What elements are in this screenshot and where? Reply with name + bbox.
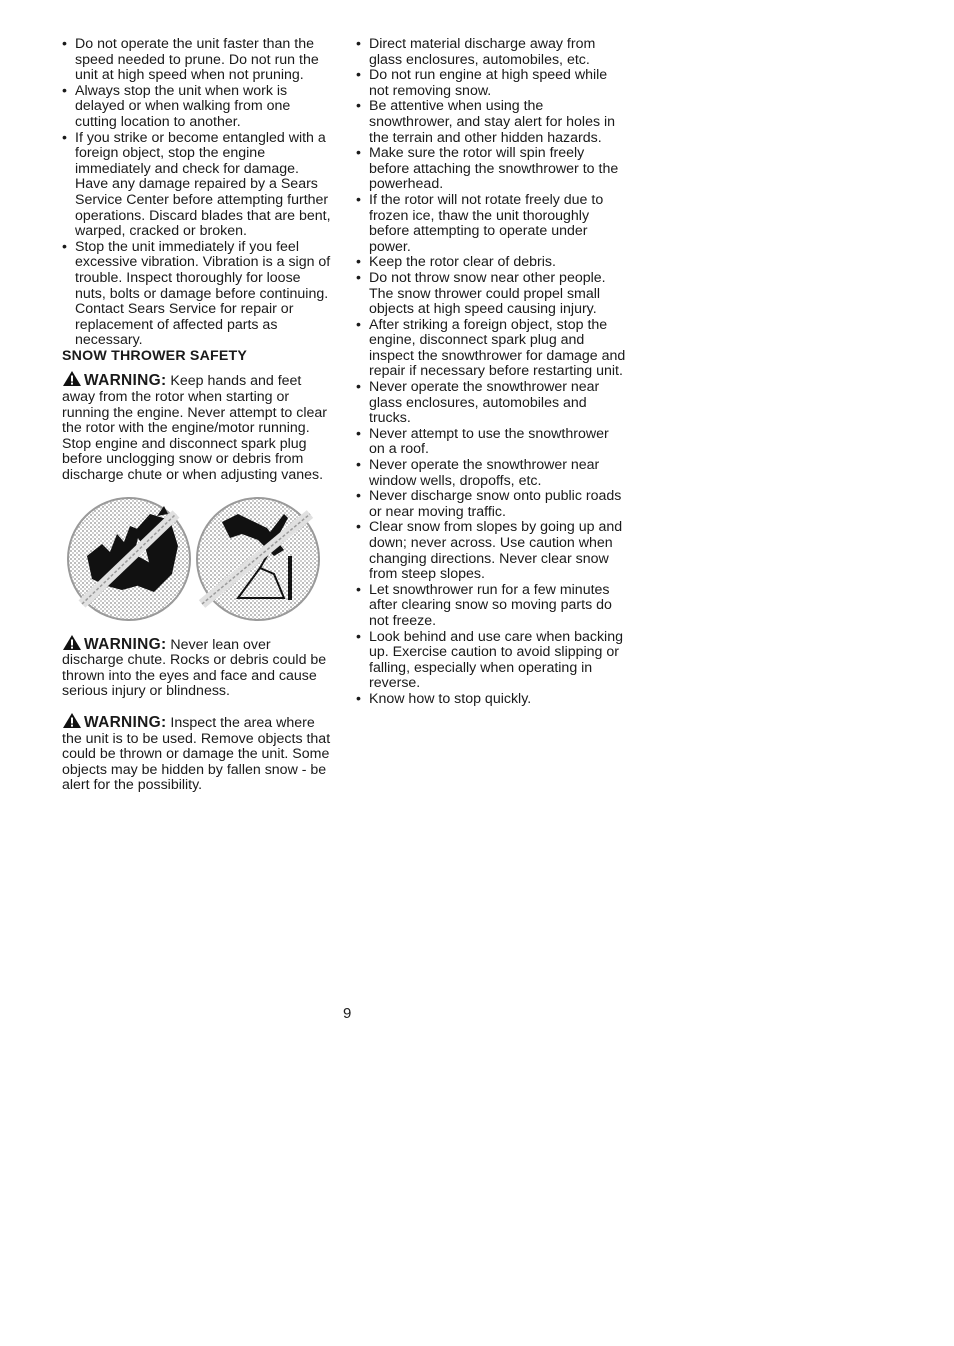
list-item-text: Never operate the snowthrower near window wells, dropoffs, etc. bbox=[369, 457, 600, 489]
list-item bbox=[62, 37, 332, 84]
bullet-dot: • bbox=[356, 425, 361, 442]
bullet-dot: • bbox=[356, 269, 361, 286]
left-column bbox=[62, 37, 332, 794]
list-item bbox=[356, 458, 628, 489]
list-item bbox=[356, 68, 628, 99]
list-item bbox=[62, 84, 332, 131]
warning-triangle-icon bbox=[62, 712, 82, 729]
bullet-dot: • bbox=[356, 145, 361, 162]
bullet-dot: • bbox=[62, 36, 67, 52]
bullet-dot: • bbox=[356, 254, 361, 271]
right-bullet-list bbox=[356, 37, 628, 708]
warning-label: WARNING: bbox=[84, 714, 167, 731]
list-item bbox=[356, 630, 628, 692]
list-item bbox=[356, 99, 628, 146]
list-item-text: Stop the unit immediately if you feel excessive vibration. Vibration is a sign of trouble. Inspect thoroughly for loose nuts, bolts or damage before continuing. Contact Sears Service for repair or replacement of affected parts as necessary. bbox=[75, 238, 331, 349]
snow-thrower-safety-heading: SNOW THROWER SAFETY bbox=[62, 347, 248, 364]
bullet-dot: • bbox=[356, 191, 361, 208]
warning-text: Keep hands and feet away from the rotor when starting or running the engine. Never attempt to clear the rotor with the engine/motor running. Stop engine and disconnect spark plug before unclogging snow or debris from discharge chute or when adjusting vanes. bbox=[62, 373, 327, 484]
warning-text: Inspect the area where the unit is to be used. Remove objects that could be thrown or damage the unit. Some objects may be hidden by fallen snow - be alert for the possibility. bbox=[62, 715, 331, 794]
left-bullet-list bbox=[62, 37, 332, 349]
list-item-text: Let snowthrower run for a few minutes after clearing snow so moving parts do not freeze. bbox=[369, 581, 612, 629]
list-item bbox=[356, 146, 628, 193]
list-item bbox=[356, 318, 628, 380]
warning-hands-rotor bbox=[62, 370, 332, 483]
list-item bbox=[356, 271, 628, 318]
list-item-text: Always stop the unit when work is delayed or when walking from one cutting location to another. bbox=[75, 82, 291, 130]
list-item-text: Keep the rotor clear of debris. bbox=[369, 254, 556, 271]
warning-inspect-area bbox=[62, 712, 332, 794]
bullet-dot: • bbox=[356, 457, 361, 474]
bullet-dot: • bbox=[356, 36, 361, 52]
list-item-text: Never discharge snow onto public roads or near moving traffic. bbox=[369, 488, 622, 520]
bullet-dot: • bbox=[356, 67, 361, 84]
warning-label: WARNING: bbox=[84, 635, 167, 653]
warning-lean-chute bbox=[62, 634, 332, 700]
list-item bbox=[356, 520, 628, 582]
bullet-dot: • bbox=[356, 488, 361, 505]
list-item-text: Never attempt to use the snowthrower on a roof. bbox=[369, 425, 609, 458]
no-hands-in-rotor-icon bbox=[68, 498, 190, 620]
right-column bbox=[356, 37, 628, 708]
list-item-text: Never operate the snowthrower near glass enclosures, automobiles and trucks. bbox=[369, 379, 600, 427]
list-item-text: Direct material discharge away from glass enclosures, automobiles, etc. bbox=[369, 36, 596, 68]
bullet-dot: • bbox=[356, 98, 361, 115]
list-item bbox=[62, 131, 332, 240]
safety-illustration bbox=[62, 494, 327, 624]
bullet-dot: • bbox=[356, 581, 361, 598]
bullet-dot: • bbox=[62, 82, 67, 99]
warning-label: WARNING: bbox=[84, 372, 167, 390]
warning-triangle-icon bbox=[62, 634, 82, 651]
list-item-text: Look behind and use care when backing up. Exercise caution to avoid slipping or falling, especially when operating in reverse. bbox=[369, 628, 623, 692]
bullet-dot: • bbox=[356, 519, 361, 536]
list-item-text: If the rotor will not rotate freely due to frozen ice, thaw the unit thoroughly before attempting to operate under power. bbox=[369, 191, 604, 255]
list-item bbox=[356, 489, 628, 520]
list-item-text: Do not operate the unit faster than the speed needed to prune. Do not run the unit at high speed when not pruning. bbox=[75, 36, 319, 84]
warning-text: Never lean over discharge chute. Rocks or debris could be thrown into the eyes and face and cause serious injury or blindness. bbox=[62, 636, 327, 700]
list-item bbox=[356, 692, 628, 708]
page-number: 9 bbox=[343, 1005, 352, 1022]
list-item-text: Clear snow from slopes by going up and down; never across. Use caution when changing directions. Never clear snow from steep slopes. bbox=[369, 519, 623, 583]
no-leaning-over-chute-icon bbox=[197, 498, 319, 620]
list-item-text: Do not run engine at high speed while not removing snow. bbox=[369, 67, 608, 99]
list-item bbox=[356, 427, 628, 458]
list-item bbox=[356, 583, 628, 630]
list-item bbox=[62, 240, 332, 349]
warning-triangle-icon bbox=[62, 370, 82, 387]
list-item-text: Know how to stop quickly. bbox=[369, 690, 532, 707]
list-item-text: After striking a foreign object, stop the engine, disconnect spark plug and inspect the snowthrower for damage and repair if necessary before restarting unit. bbox=[369, 316, 626, 380]
bullet-dot: • bbox=[62, 238, 67, 255]
bullet-dot: • bbox=[356, 316, 361, 333]
list-item-text: Make sure the rotor will spin freely before attaching the snowthrower to the powerhead. bbox=[369, 145, 619, 193]
list-item bbox=[356, 193, 628, 255]
list-item-text: If you strike or become entangled with a foreign object, stop the engine immediately and check for damage. Have any damage repaired by a Sears Service Center before attempting further operations. Discard blades that are bent, warped, cracked or broken. bbox=[75, 129, 331, 240]
bullet-dot: • bbox=[62, 129, 67, 146]
list-item bbox=[356, 380, 628, 427]
bullet-dot: • bbox=[356, 379, 361, 396]
bullet-dot: • bbox=[356, 690, 361, 707]
bullet-dot: • bbox=[356, 628, 361, 645]
list-item-text: Be attentive when using the snowthrower, and stay alert for holes in the terrain and other hidden hazards. bbox=[369, 98, 616, 146]
list-item-text: Do not throw snow near other people. The snow thrower could propel small objects at high speed causing injury. bbox=[369, 269, 606, 318]
list-item bbox=[356, 255, 628, 271]
list-item bbox=[356, 37, 628, 68]
